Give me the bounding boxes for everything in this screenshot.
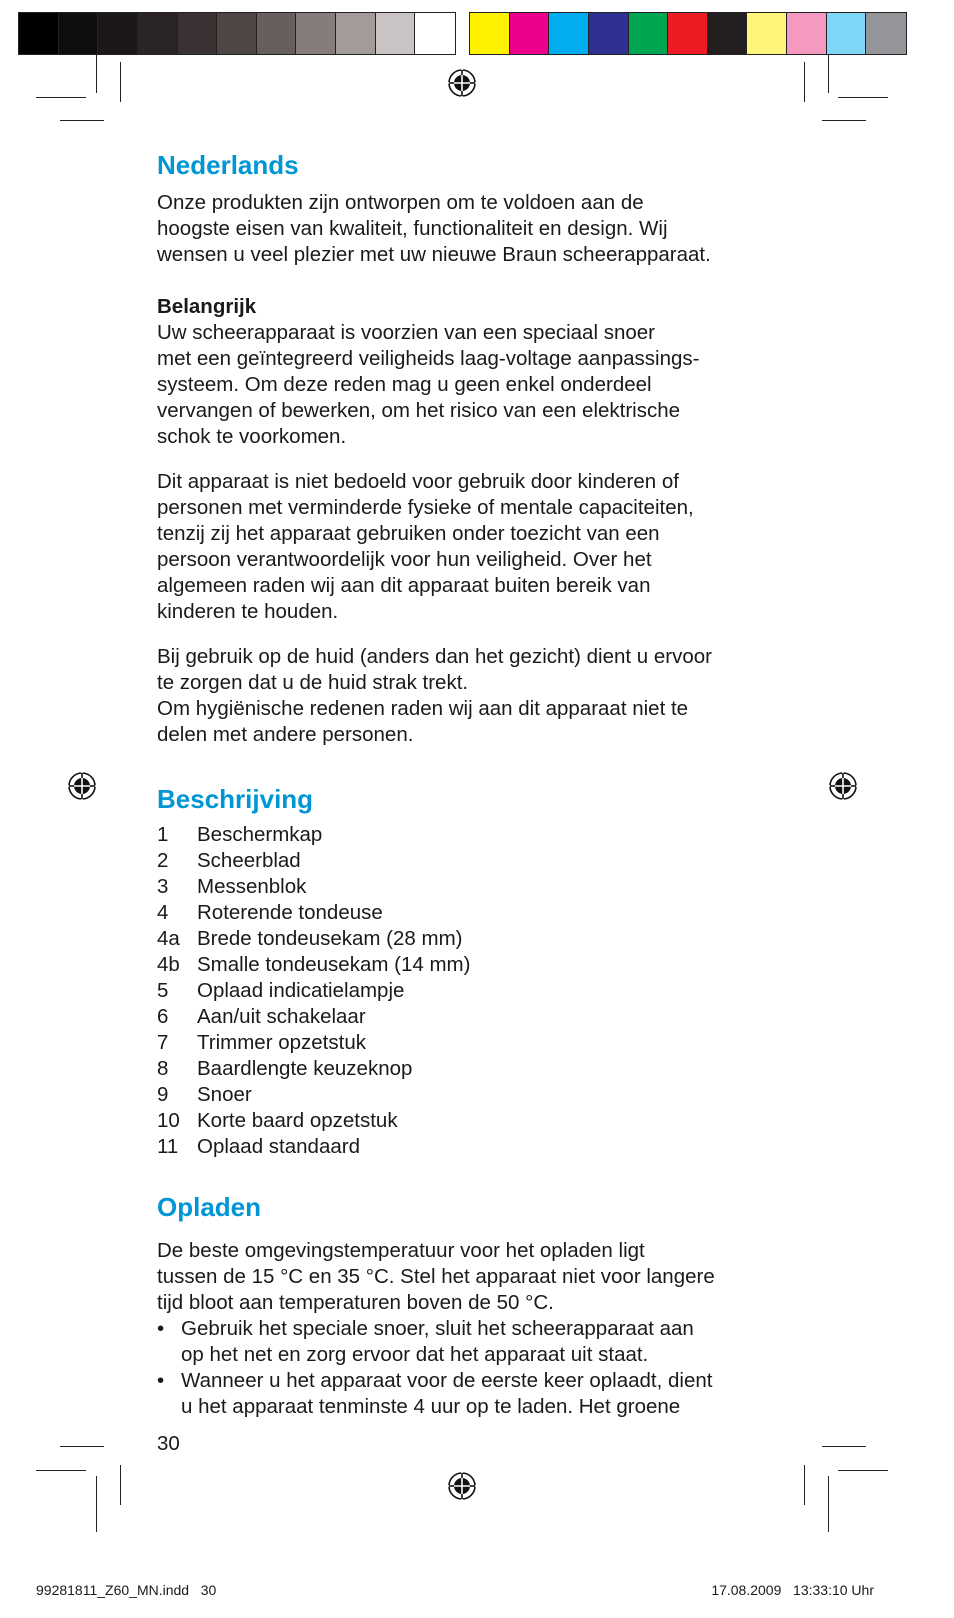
- color-swatch: [296, 13, 336, 54]
- crop-mark: [804, 62, 805, 102]
- item-number: 9: [157, 1083, 169, 1106]
- list-item: [157, 978, 807, 1004]
- text-line: De beste omgevingstemperatuur voor het opladen ligt: [157, 1239, 645, 1262]
- crop-mark: [60, 120, 104, 121]
- color-swatch: [376, 13, 416, 54]
- list-item: [157, 1134, 807, 1160]
- color-swatch: [589, 13, 629, 54]
- color-swatch: [549, 13, 589, 54]
- color-swatch: [668, 13, 708, 54]
- item-text: Korte baard opzetstuk: [197, 1109, 398, 1132]
- list-item: [157, 1108, 807, 1134]
- item-number: 3: [157, 875, 169, 898]
- item-text: Scheerblad: [197, 849, 301, 872]
- color-swatch: [19, 13, 59, 54]
- slug-timestamp: 17.08.2009 13:33:10 Uhr: [711, 1582, 874, 1598]
- text-line: Wanneer u het apparaat voor de eerste keer oplaadt, dient: [181, 1369, 713, 1392]
- crop-mark: [822, 1446, 866, 1447]
- list-item: [157, 900, 807, 926]
- list-item: [157, 926, 807, 952]
- text-line: persoon verantwoordelijk voor hun veiligheid. Over het: [157, 548, 652, 571]
- color-swatch: [629, 13, 669, 54]
- item-number: 10: [157, 1109, 180, 1132]
- text-line: delen met andere personen.: [157, 723, 414, 746]
- registration-mark-icon: [67, 771, 97, 801]
- color-swatch: [178, 13, 218, 54]
- slug-filename: 99281811_Z60_MN.indd 30: [36, 1582, 217, 1598]
- text-line: personen met verminderde fysieke of mentale capaciteiten,: [157, 496, 694, 519]
- color-swatch: [708, 13, 748, 54]
- text-line: kinderen te houden.: [157, 600, 339, 623]
- text-line: wensen u veel plezier met uw nieuwe Braun scheerapparaat.: [157, 243, 711, 266]
- item-text: Smalle tondeusekam (14 mm): [197, 953, 471, 976]
- list-item: [157, 1368, 807, 1420]
- page-content: [157, 148, 807, 1420]
- item-text: Beschermkap: [197, 823, 323, 846]
- crop-mark: [96, 55, 97, 93]
- page-number: 30: [157, 1432, 180, 1455]
- text-line: te zorgen dat u de huid strak trekt.: [157, 671, 469, 694]
- section-heading-opladen: Opladen: [157, 1192, 262, 1222]
- item-number: 4: [157, 901, 169, 924]
- list-item: [157, 822, 807, 848]
- bullet: •: [157, 1369, 165, 1392]
- crop-mark: [36, 1470, 86, 1471]
- text-line: tussen de 15 °C en 35 °C. Stel het apparaat niet voor langere: [157, 1265, 715, 1288]
- item-number: 5: [157, 979, 169, 1002]
- color-swatch: [470, 13, 510, 54]
- color-swatch: [217, 13, 257, 54]
- list-item: [157, 1056, 807, 1082]
- charging-paragraph: [157, 1238, 807, 1316]
- color-swatch: [336, 13, 376, 54]
- item-text: Baardlengte keuzeknop: [197, 1057, 413, 1080]
- crop-mark: [828, 1476, 829, 1532]
- list-item: [157, 848, 807, 874]
- list-item: [157, 952, 807, 978]
- list-item: [157, 1082, 807, 1108]
- item-number: 6: [157, 1005, 169, 1028]
- item-number: 11: [157, 1135, 179, 1158]
- text-line: hoogste eisen van kwaliteit, functionaliteit en design. Wij: [157, 217, 668, 240]
- text-line: tijd bloot aan temperaturen boven de 50 °C.: [157, 1291, 554, 1314]
- color-swatch: [747, 13, 787, 54]
- list-item: [157, 874, 807, 900]
- color-swatch: [866, 13, 906, 54]
- parts-list: [157, 822, 807, 1160]
- color-swatch: [257, 13, 297, 54]
- crop-mark: [804, 1465, 805, 1505]
- intro-paragraph: [157, 190, 807, 268]
- list-item: [157, 1030, 807, 1056]
- item-text: Messenblok: [197, 875, 307, 898]
- important-paragraph-2: [157, 469, 807, 625]
- list-item: [157, 1316, 807, 1368]
- important-paragraph-1: [157, 320, 807, 450]
- text-line: systeem. Om deze reden mag u geen enkel onderdeel: [157, 373, 652, 396]
- crop-mark: [838, 97, 888, 98]
- color-swatch: [59, 13, 99, 54]
- color-swatch: [827, 13, 867, 54]
- crop-mark: [838, 1470, 888, 1471]
- important-label: Belangrijk: [157, 295, 257, 318]
- color-swatch: [138, 13, 178, 54]
- crop-mark: [120, 62, 121, 102]
- gray-scale-bar: [18, 12, 456, 55]
- registration-mark-icon: [447, 1471, 477, 1501]
- text-line: Bij gebruik op de huid (anders dan het gezicht) dient u ervoor: [157, 645, 712, 668]
- registration-mark-icon: [828, 771, 858, 801]
- item-number: 2: [157, 849, 169, 872]
- item-number: 1: [157, 823, 169, 846]
- text-line: schok te voorkomen.: [157, 425, 347, 448]
- color-swatch: [510, 13, 550, 54]
- item-text: Oplaad indicatielampje: [197, 979, 405, 1002]
- bullet: •: [157, 1317, 165, 1340]
- item-text: Oplaad standaard: [197, 1135, 360, 1158]
- text-line: u het apparaat tenminste 4 uur op te laden. Het groene: [181, 1395, 681, 1418]
- item-text: Brede tondeusekam (28 mm): [197, 927, 463, 950]
- crop-mark: [120, 1465, 121, 1505]
- list-item: [157, 1004, 807, 1030]
- item-text: Snoer: [197, 1083, 252, 1106]
- item-number: 8: [157, 1057, 169, 1080]
- color-swatch: [415, 13, 455, 54]
- registration-mark-icon: [447, 68, 477, 98]
- item-number: 4a: [157, 927, 180, 950]
- text-line: op het net en zorg ervoor dat het apparaat uit staat.: [181, 1343, 649, 1366]
- item-text: Trimmer opzetstuk: [197, 1031, 366, 1054]
- crop-mark: [828, 55, 829, 93]
- text-line: met een geïntegreerd veiligheids laag-voltage aanpassings-: [157, 347, 700, 370]
- color-swatch: [98, 13, 138, 54]
- text-line: Dit apparaat is niet bedoeld voor gebruik door kinderen of: [157, 470, 679, 493]
- text-line: Gebruik het speciale snoer, sluit het scheerapparaat aan: [181, 1317, 694, 1340]
- charging-bullets: [157, 1316, 807, 1420]
- crop-mark: [60, 1446, 104, 1447]
- text-line: algemeen raden wij aan dit apparaat buiten bereik van: [157, 574, 651, 597]
- crop-mark: [36, 97, 86, 98]
- item-number: 4b: [157, 953, 180, 976]
- text-line: Om hygiënische redenen raden wij aan dit apparaat niet te: [157, 697, 689, 720]
- color-scale-bar: [469, 12, 907, 55]
- text-line: Uw scheerapparaat is voorzien van een speciaal snoer: [157, 321, 655, 344]
- item-text: Roterende tondeuse: [197, 901, 383, 924]
- crop-mark: [822, 120, 866, 121]
- section-heading-beschrijving: Beschrijving: [157, 784, 314, 814]
- text-line: vervangen of bewerken, om het risico van een elektrische: [157, 399, 681, 422]
- crop-mark: [96, 1476, 97, 1532]
- text-line: Onze produkten zijn ontworpen om te voldoen aan de: [157, 191, 644, 214]
- item-number: 7: [157, 1031, 169, 1054]
- section-heading-nederlands: Nederlands: [157, 150, 299, 180]
- item-text: Aan/uit schakelaar: [197, 1005, 366, 1028]
- color-swatch: [787, 13, 827, 54]
- important-paragraph-3: [157, 644, 807, 748]
- text-line: tenzij zij het apparaat gebruiken onder toezicht van een: [157, 522, 660, 545]
